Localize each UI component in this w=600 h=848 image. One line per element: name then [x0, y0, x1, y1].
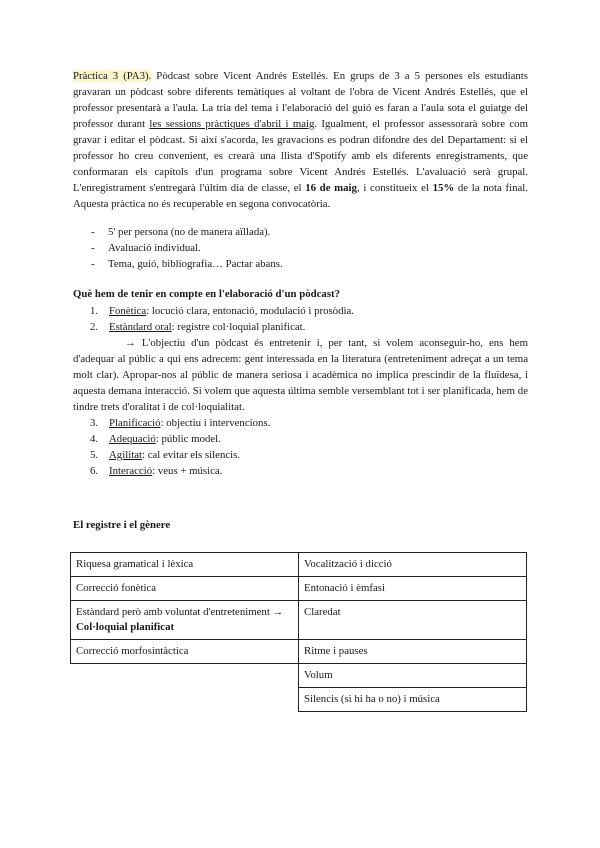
list-item [73, 431, 528, 447]
table-cell: Volum [299, 664, 527, 688]
item-term: Interacció [109, 465, 153, 477]
item-number: 4. [90, 433, 99, 445]
item-term: Fonètica [109, 305, 147, 317]
table-cell: Entonació i èmfasi [299, 577, 527, 601]
list-item [73, 319, 528, 335]
objective-note: → L'objectiu d'un pòdcast és entretenir i, per tant, si volem aconseguir-ho, ens hem d'adequar al públic a qui ens adrecem: gent interessada en la literatura (entreteniment adreçat a un tema molt clar). Apropar-nos al públic de manera seriosa i acadèmica no implica prescindir de la fluïdesa, i aquesta demana interacció. Si volem que aquesta última semble versemblant tot i ser planificada, hem de tindre trets d'oralitat i de col·loquialitat. [73, 337, 528, 413]
requirements-list [73, 224, 528, 272]
item-text: : locució clara, entonació, modulació i prosòdia. [146, 305, 354, 317]
list-item [73, 447, 528, 463]
table-row [71, 577, 527, 601]
table-cell-empty [71, 664, 299, 688]
list-item: - Tema, guió, bibliografia… Pactar abans. [73, 256, 528, 272]
list-item [73, 463, 528, 479]
list-item: - 5' per persona (no de manera aïllada). [73, 224, 528, 240]
item-number: 5. [90, 449, 99, 461]
practice-label: Pràctica 3 (PA3). [73, 70, 152, 82]
sessions-link: les sessions pràctiques d'abril i maig [149, 118, 315, 130]
table-cell: Riquesa gramatical i lèxica [71, 553, 299, 577]
item-term: Agilitat [109, 449, 142, 461]
table-cell-empty [71, 688, 299, 712]
table-cell: Correcció morfosintàctica [71, 640, 299, 664]
list-item [73, 303, 528, 319]
intro-text-3: , i constitueix el [356, 182, 433, 194]
intro-paragraph [73, 68, 528, 212]
item-number: 3. [90, 417, 99, 429]
cell-text: Estàndard però amb voluntat d'entreteniment → [76, 606, 284, 618]
list-item: - Avaluació individual. [73, 240, 528, 256]
item-number: 2. [90, 321, 99, 333]
item-text: : públic model. [155, 433, 221, 445]
section-heading-register: El registre i el gènere [73, 519, 171, 531]
intro-text-2: . Igualment, el professor assessorarà sobre com gravar i editar el pòdcast. Si així s'acorda, les gravacions es podran difondre des del Departament: si el professor ho creu convenient, es crearà una llista d'Spotify amb els diferents enregistraments, que conformaran els capítols d'un programa sobre Vicent Andrés Estellés. L'avaluació serà grupal. L'enregistrament s'entregarà l'últim dia de classe, el [73, 118, 528, 194]
register-genre-table [70, 552, 527, 712]
list-item [73, 415, 528, 431]
document-page [73, 68, 528, 479]
table-row [71, 640, 527, 664]
table-cell [71, 601, 299, 640]
cell-bold-text: Col·loquial planificat [76, 621, 175, 633]
intro-text-1: Pòdcast sobre Vicent Andrés Estellés. En grups de 3 a 5 persones els estudiants gravaran un pòdcast sobre diferents temàtiques al voltant de l'obra de Vicent Andrés Estellés, que el professor presentarà a l'aula. La tria del tema i l'elaboració del guió es faran a l'aula sota el guiatge del professor durant [73, 70, 528, 130]
table-cell: Vocalització i dicció [299, 553, 527, 577]
item-text: : veus + música. [152, 465, 223, 477]
table-row [71, 664, 527, 688]
podcast-criteria-list [73, 303, 528, 335]
item-term: Planificació [109, 417, 161, 429]
table-row [71, 553, 527, 577]
table-cell: Claredat [299, 601, 527, 640]
podcast-criteria-list-cont [73, 415, 528, 479]
table-row [71, 688, 527, 712]
due-date: 16 de maig [305, 182, 357, 194]
item-text: : registre col·loquial planificat. [171, 321, 306, 333]
intro-text-4: de la nota final. Aquesta pràctica no és recuperable en segona convocatòria. [73, 182, 528, 210]
table-cell: Silencis (si hi ha o no) i música [299, 688, 527, 712]
item-term: Adequació [109, 433, 156, 445]
item-text: : objectiu i intervencions. [160, 417, 271, 429]
table-cell: Correcció fonètica [71, 577, 299, 601]
item-text: : cal evitar els silencis. [142, 449, 241, 461]
table-row [71, 601, 527, 640]
item-number: 6. [90, 465, 99, 477]
table-cell: Ritme i pauses [299, 640, 527, 664]
item-term: Estàndard oral [109, 321, 172, 333]
item-number: 1. [90, 305, 99, 317]
section-heading-podcast: Què hem de tenir en compte en l'elaboració d'un pòdcast? [73, 288, 341, 300]
grade-weight: 15% [432, 182, 455, 194]
